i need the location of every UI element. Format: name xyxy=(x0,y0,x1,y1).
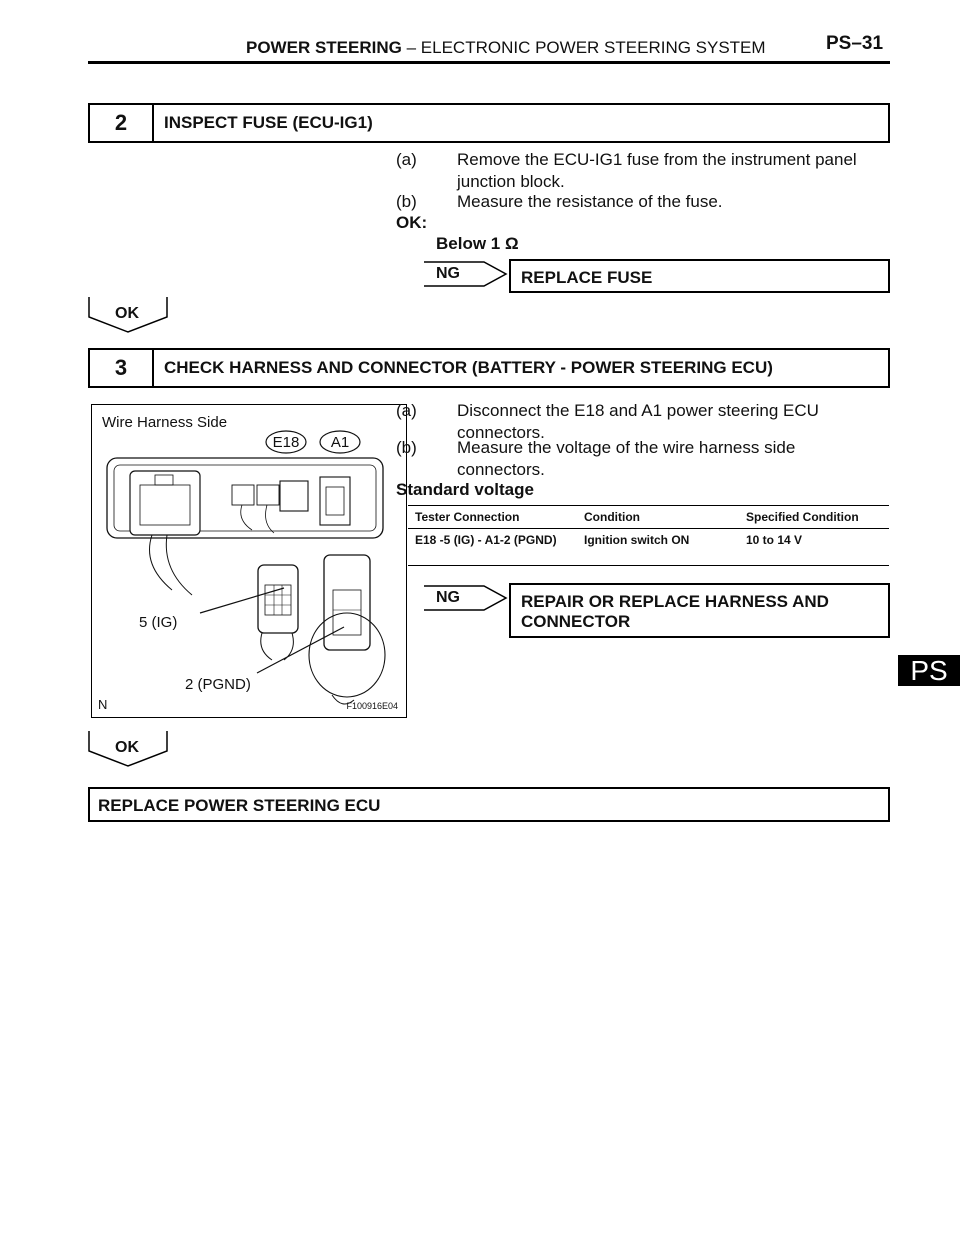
connector-a1-label: A1 xyxy=(330,434,350,451)
pin-pgnd-label: 2 (PGND) xyxy=(185,676,251,693)
table-header-cell: Specified Condition xyxy=(739,506,889,529)
table-header-row xyxy=(408,506,889,529)
table-cell: E18 -5 (IG) - A1-2 (PGND) xyxy=(408,529,577,566)
step-number: 3 xyxy=(90,350,154,386)
wire-harness xyxy=(166,535,192,595)
ok-criteria-label: OK: xyxy=(396,213,428,232)
header-separator: – xyxy=(406,38,417,57)
figure-code: F100916E04 xyxy=(346,701,398,711)
a1-connector-housing xyxy=(320,477,350,525)
ng-flag-label: NG xyxy=(436,589,460,606)
table-row xyxy=(408,529,889,566)
page-number: PS–31 xyxy=(826,33,884,54)
e18-connector-shape xyxy=(258,565,298,633)
step-number: 2 xyxy=(90,105,154,141)
item-label: (a) xyxy=(396,150,417,169)
a1-connector-shape xyxy=(324,555,370,650)
step-title: CHECK HARNESS AND CONNECTOR (BATTERY - POWER STEERING ECU) xyxy=(164,358,773,377)
page-header-title xyxy=(246,38,766,58)
step-2-item-b xyxy=(396,191,886,213)
pin-ig-label: 5 (IG) xyxy=(139,614,178,631)
ok-criteria-value: Below 1 Ω xyxy=(436,234,519,253)
small-connector-3 xyxy=(280,481,308,511)
small-connector-2 xyxy=(257,485,279,505)
figure-title: Wire Harness Side xyxy=(102,414,228,431)
connector-e18-label: E18 xyxy=(272,434,300,451)
item-label: (b) xyxy=(396,192,417,211)
table-header-cell: Tester Connection xyxy=(408,506,577,529)
connector-figure xyxy=(91,404,407,718)
e18-wire xyxy=(261,633,272,660)
step-2-header xyxy=(88,103,890,143)
large-connector-shape xyxy=(130,471,200,535)
header-section: POWER STEERING xyxy=(246,38,402,57)
step-3-item-b xyxy=(396,437,886,481)
replace-ecu-action: REPLACE POWER STEERING ECU xyxy=(88,787,890,822)
replace-fuse-action: REPLACE FUSE xyxy=(509,259,890,293)
ok-flag-label: OK xyxy=(115,305,139,322)
item-label: (b) xyxy=(396,438,417,457)
standard-voltage-table xyxy=(408,505,889,566)
figure-corner-mark: N xyxy=(98,697,108,712)
standard-voltage-label: Standard voltage xyxy=(396,480,534,499)
item-text: Measure the resistance of the fuse. xyxy=(457,192,723,211)
item-text: Remove the ECU-IG1 fuse from the instrument panel junction block. xyxy=(457,150,857,191)
step-2-item-a xyxy=(396,149,886,193)
step-3-header xyxy=(88,348,890,388)
step-title: INSPECT FUSE (ECU-IG1) xyxy=(164,113,373,132)
table-cell: 10 to 14 V xyxy=(739,529,889,566)
table-header-cell: Condition xyxy=(577,506,739,529)
wire-harness xyxy=(266,505,274,533)
section-tab: PS xyxy=(898,655,960,686)
item-text: Measure the voltage of the wire harness side connectors. xyxy=(457,438,796,479)
connector-diagram xyxy=(92,405,405,716)
wire-harness xyxy=(241,505,252,530)
item-label: (a) xyxy=(396,401,417,420)
repair-harness-action: REPAIR OR REPLACE HARNESS AND CONNECTOR xyxy=(509,583,890,638)
header-divider xyxy=(88,61,890,64)
item-text: Disconnect the E18 and A1 power steering ECU connectors. xyxy=(457,401,819,442)
header-subsection: ELECTRONIC POWER STEERING SYSTEM xyxy=(420,38,766,57)
ok-flag-label: OK xyxy=(115,739,139,756)
small-connector-1 xyxy=(232,485,254,505)
a1-connector-face xyxy=(326,487,344,515)
ng-flag-label: NG xyxy=(436,265,460,282)
table-cell: Ignition switch ON xyxy=(577,529,739,566)
